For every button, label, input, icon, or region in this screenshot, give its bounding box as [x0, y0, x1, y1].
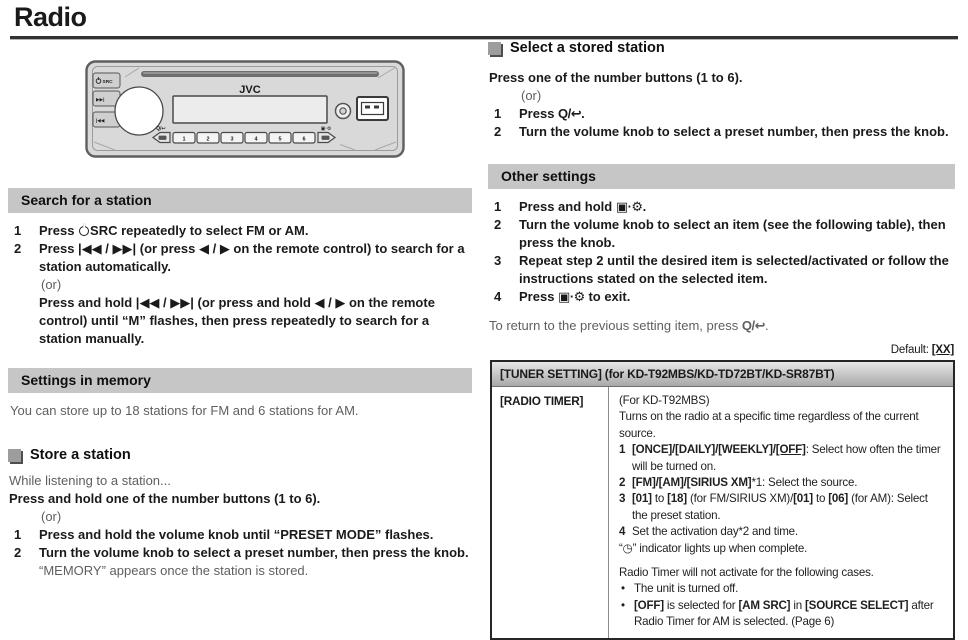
number-button-2-label: 2: [206, 136, 210, 143]
section-header-search: Search for a station: [8, 188, 472, 213]
instruction-line: [8, 222, 472, 240]
line-text: The unit is turned off.: [634, 582, 739, 596]
instruction-line: [8, 276, 472, 294]
table-text-line: [619, 475, 945, 491]
table-text-line: [619, 491, 945, 524]
select-instructions: [488, 69, 955, 141]
line-text: [01] to [18] (for FM/SIRIUS XM)/[01] to [06] (for AM): Select the preset station.: [632, 492, 928, 522]
number-button-3-label: 3: [230, 136, 234, 143]
return-note: To return to the previous setting item, press Q/↩.: [489, 318, 769, 333]
step-number: 1: [494, 199, 502, 214]
step-number: 1: [494, 106, 502, 121]
brand-logo: JVC: [239, 84, 261, 96]
search-icon: Q/↩: [741, 318, 766, 333]
step-number: 4: [619, 525, 626, 539]
line-text: Set the activation day*2 and time.: [632, 525, 798, 539]
other-settings-instructions: [488, 198, 955, 306]
step-number: 1: [14, 527, 22, 542]
number-button-1-label: 1: [182, 136, 186, 143]
subsection-marker-icon: [488, 42, 501, 55]
line-text: Radio Timer will not activate for the following cases.: [619, 566, 874, 580]
line-text: Press |◀◀ / ▶▶| (or press ◀ / ▶ on the remote control) to search for a station automatically.: [39, 241, 465, 274]
table-text-line: [619, 393, 945, 409]
cd-slot-highlight: [143, 72, 377, 74]
instruction-line: [8, 508, 472, 526]
line-text: “◷” indicator lights up when complete.: [619, 541, 808, 555]
seek-forward-label: ▶▶|: [96, 97, 105, 102]
step-number: 1: [619, 443, 626, 457]
instruction-line: [488, 87, 955, 105]
number-button-6-label: 6: [302, 136, 306, 143]
table-text-line: [619, 409, 945, 442]
clock-icon: ◷: [622, 541, 633, 555]
section-header-memory: Settings in memory: [8, 368, 472, 393]
search-back-button-inset: [159, 136, 167, 140]
line-text: (or): [521, 88, 542, 103]
instruction-line: [8, 526, 472, 544]
instruction-line: [8, 472, 472, 490]
subsection-title: Store a station: [30, 447, 131, 463]
subsection-title: Select a stored station: [510, 40, 665, 56]
step-number: 2: [14, 241, 22, 256]
table-text-line: [619, 581, 945, 597]
search-icon: Q/↩: [558, 106, 582, 121]
line-text: Press Q/↩.: [519, 106, 585, 121]
table-cell-setting-name: [RADIO TIMER]: [492, 387, 609, 638]
table-row: [492, 387, 953, 638]
disp-icon: ▣·⚙: [615, 199, 643, 214]
line-text: Press ▣·⚙ to exit.: [519, 289, 631, 304]
table-text-line: [619, 442, 945, 475]
line-text: Press and hold ▣·⚙.: [519, 199, 647, 214]
line-text: “MEMORY” appears once the station is stored.: [39, 563, 309, 578]
bullet-icon: •: [621, 598, 625, 612]
table-header: [TUNER SETTING] (for KD-T92MBS/KD-TD72BT/KD-SR87BT): [492, 362, 953, 387]
line-text: Turn the volume knob to select a preset number, then press the knob.: [519, 124, 949, 139]
src-button-label: SRC: [102, 80, 113, 85]
step-number: 2: [14, 545, 22, 560]
line-text: Turn the volume knob to select an item (see the following table), then press the knob.: [519, 217, 946, 250]
step-number: 2: [494, 124, 502, 139]
table-text-line: [619, 541, 945, 557]
instruction-line: [488, 123, 955, 141]
step-number: 2: [619, 476, 626, 490]
instruction-line: [488, 198, 955, 216]
memory-intro-text: You can store up to 18 stations for FM and 6 stations for AM.: [10, 403, 359, 418]
power-icon: [79, 226, 89, 236]
step-number: 2: [494, 217, 502, 232]
line-text: Press and hold |◀◀ / ▶▶| (or press and hold ◀ / ▶ on the remote control) until “M” flashes, then press repeatedly to search for a station manually.: [39, 295, 435, 346]
instruction-line: [8, 294, 472, 348]
car-stereo-front-panel: [85, 60, 405, 158]
store-instructions: [8, 472, 472, 580]
table-text-line: [619, 557, 945, 565]
line-text: [ONCE]/[DAILY]/[WEEKLY]/[OFF]: Select how often the timer will be turned on.: [632, 443, 941, 473]
step-number: 3: [619, 492, 626, 506]
line-text: (For KD-T92MBS): [619, 394, 710, 407]
instruction-line: [488, 288, 955, 306]
line-text: Press and hold the volume knob until “PRESET MODE” flashes.: [39, 527, 434, 542]
usb-pin: [365, 106, 370, 109]
table-cell-setting-description: [609, 387, 953, 638]
subsection-store-a-station: [8, 447, 472, 463]
line-text: [FM]/[AM]/[SIRIUS XM]*1: Select the source.: [632, 476, 858, 490]
disp-icon: ▣·⚙: [558, 289, 585, 304]
seek-back-label: |◀◀: [96, 118, 105, 123]
device-illustration: [85, 60, 405, 163]
search-back-label: Q/↩: [156, 126, 166, 132]
number-button-5-label: 5: [278, 136, 282, 143]
instruction-line: [488, 105, 955, 123]
table-text-line: [619, 598, 945, 631]
instruction-line: [488, 69, 955, 87]
instruction-line: [488, 252, 955, 288]
usb-pin: [374, 106, 379, 109]
section-memory: [8, 368, 472, 580]
aux-jack-hole: [340, 108, 346, 114]
line-text: Press SRC repeatedly to select FM or AM.: [39, 223, 309, 238]
line-text: Press and hold one of the number buttons (1 to 6).: [9, 491, 321, 506]
page-title: Radio: [14, 2, 87, 32]
table-text-line: [619, 524, 945, 540]
instruction-line: [8, 562, 472, 580]
subsection-marker-icon: [8, 449, 21, 462]
step-number: 1: [14, 223, 22, 238]
line-text: (or): [41, 509, 62, 524]
table-text-line: [619, 565, 945, 581]
search-instructions: [8, 222, 472, 348]
left-column: [8, 188, 472, 578]
display-window: [173, 96, 327, 123]
subsection-select-stored-station: [488, 40, 955, 56]
line-text: Turn the volume knob to select a preset number, then press the knob.: [39, 545, 469, 560]
step-number: 3: [494, 253, 502, 268]
line-text: While listening to a station...: [9, 473, 171, 488]
instruction-line: [8, 544, 472, 562]
line-text: (or): [41, 277, 62, 292]
line-text: Press one of the number buttons (1 to 6).: [489, 70, 743, 85]
display-settings-button-inset: [322, 136, 330, 140]
section-header-other-settings: Other settings: [488, 164, 955, 189]
instruction-line: [8, 490, 472, 508]
tuner-setting-table: [490, 360, 955, 640]
step-number: 4: [494, 289, 502, 304]
line-text: [OFF] is selected for [AM SRC] in [SOURCE SELECT] after Radio Timer for AM is selected. (Page 6): [634, 598, 934, 629]
display-settings-label: ▣·⚙: [320, 126, 332, 132]
right-column: [488, 40, 955, 640]
instruction-line: [8, 240, 472, 276]
number-button-4-label: 4: [254, 136, 258, 143]
bullet-icon: •: [621, 582, 625, 596]
line-text: Repeat step 2 until the desired item is selected/activated or follow the instructions stated on the selected item.: [519, 253, 949, 286]
default-value-note: Default: [XX]: [890, 344, 954, 356]
line-text: Turns on the radio at a specific time regardless of the current source.: [619, 410, 919, 440]
instruction-line: [488, 216, 955, 252]
